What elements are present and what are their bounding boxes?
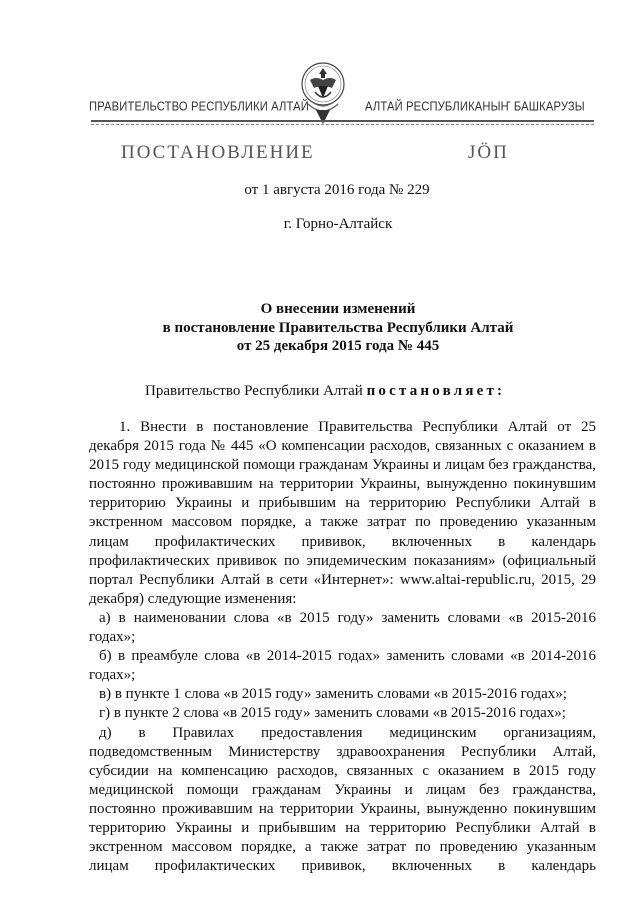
resolution-phrase — [145, 383, 505, 400]
list-item-v: в) в пункте 1 слова «в 2015 году» заменить словами «в 2015-2016 годах»; — [99, 686, 567, 703]
document-title — [0, 300, 640, 356]
document-body — [89, 418, 596, 876]
title-line: О внесении изменений — [260, 301, 416, 317]
doc-type-altai: JÖП — [468, 142, 509, 163]
org-name-altai: АЛТАЙ РЕСПУБЛИКАНЫҤ БАШКАРУЗЫ — [365, 100, 585, 114]
paragraph-1: 1. Внести в постановление Правительства Республики Алтай от 25 декабря 2015 года № 445 «О компенсации расходов, связанных с оказанием в 2015 году медицинской помощи гражданам Украины и лицам без гражданства, постоянно проживавшим на территории Украины, вынужденно покинувшим территорию Украины и прибывшим на территорию Республики Алтай в экстренном массовом порядке, а также затрат по проведению указанным лицам профилактических прививок, включенных в календарь профилактических прививок по эпидемическим показаниям» (официальный портал Республики Алтай в сети «Интернет»: www.altai-republic.ru, 2015, 29 декабря) следующие изменения: — [89, 419, 596, 607]
list-item-d: д) в Правилах предоставления медицинским организациям, подведомственным Министерству здравоохранения Республики Алтай, субсидии на компенсацию расходов, связанных с оказанием в 2015 году медицинской помощи гражданам Украины и лицам без гражданства, постоянно проживавшим на территории Украины, вынужденно покинувшим территорию Украины и прибывшим на территорию Республики Алтай в экстренном массовом порядке, а также затрат по проведению указанным лицам профилактических прививок, включенных в календарь — [89, 724, 596, 875]
title-line: от 25 декабря 2015 года № 445 — [236, 338, 440, 354]
resolution-keyword: постановляет: — [366, 383, 506, 399]
list-item-a: а) в наименовании слова «в 2015 году» заменить словами «в 2015-2016 годах»; — [89, 609, 596, 646]
document-date: от 1 августа 2016 года № 229 — [244, 182, 430, 198]
header-rule — [91, 120, 594, 122]
header-rule-dashed — [91, 124, 594, 125]
list-item-g: г) в пункте 2 слова «в 2015 году» заменить словами «в 2015-2016 годах»; — [99, 705, 566, 722]
title-line: в постановление Правительства Республики Алтай — [162, 319, 514, 336]
org-name-russian: ПРАВИТЕЛЬСТВО РЕСПУБЛИКИ АЛТАЙ — [89, 100, 309, 114]
document-city: г. Горно-Алтайск — [283, 216, 393, 232]
list-item-b: б) в преамбуле слова «в 2014-2015 годах» заменить словами «в 2014-2016 годах»; — [89, 648, 596, 684]
republic-altai-coat-of-arms-icon — [298, 58, 348, 126]
resolution-prefix: Правительство Республики Алтай — [145, 383, 367, 399]
doc-type-russian: ПОСТАНОВЛЕНИЕ — [121, 142, 315, 163]
